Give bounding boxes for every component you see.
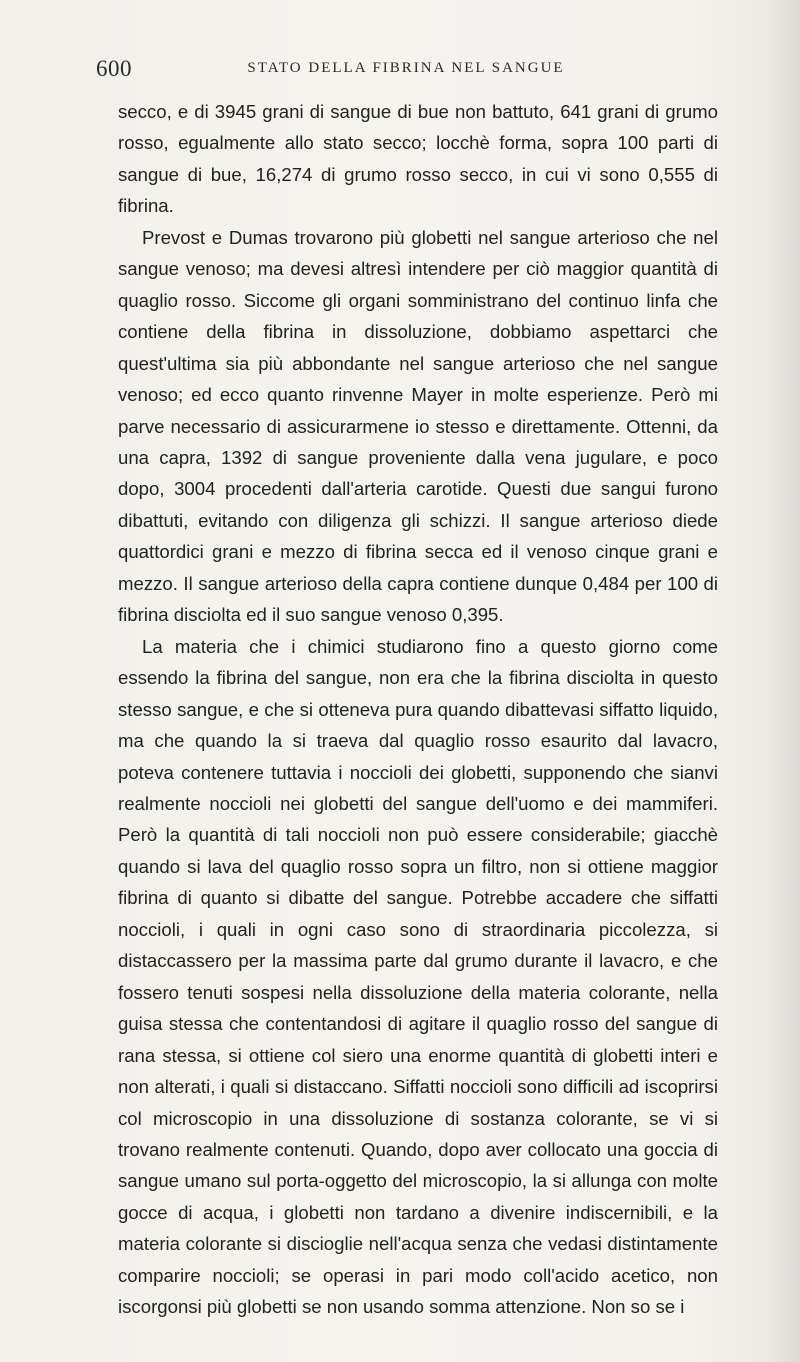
page-number: 600 bbox=[96, 56, 132, 81]
paragraph: Prevost e Dumas trovarono più globetti nel sangue arterioso che nel sangue venoso; ma devesi altresì intendere per ciò maggior quantità di quaglio rosso. Siccome gli organi somministrano del continuo linfa che contiene della fibrina in dissoluzione, dobbiamo aspettarci che quest'ultima sia più abbondante nel sangue arterioso che nel sangue venoso; ed ecco quanto rinvenne Mayer in molte esperienze. Però mi parve necessario di assicurarmene io stesso e direttamente. Ottenni, da una capra, 1392 di sangue proveniente dalla vena jugulare, e poco dopo, 3004 procedenti dall'arteria carotide. Questi due sangui furono dibattuti, evitando con diligenza gli schizzi. Il sangue arterioso diede quattordici grani e mezzo di fibrina secca ed il venoso cinque grani e mezzo. Il sangue arterioso della capra contiene dunque 0,484 per 100 di fibrina disciolta ed il suo sangue venoso 0,395. bbox=[118, 226, 718, 626]
page-edge-shadow bbox=[766, 0, 800, 1362]
paragraph: La materia che i chimici studiarono fino a questo giorno come essendo la fibrina del sangue, non era che la fibrina disciolta in questo stesso sangue, e che si otteneva pura quando dibattevasi siffatto liquido, ma che quando la si traeva dal quaglio rosso esaurito dal lavacro, poteva contenere tuttavia i noccioli dei globetti, supponendo che sianvi realmente noccioli nei globetti del sangue dell'uomo e dei mammiferi. Però la quantità di tali noccioli non può essere considerabile; giacchè quando si lava del quaglio rosso sopra un filtro, non si ottiene maggior fibrina di quanto si dibatte del sangue. Potrebbe accadere che siffatti noccioli, i quali in ogni caso sono di straordinaria piccolezza, si distaccassero per la massima parte dal grumo durante il lavacro, e che fossero tenuti sospesi nella dissoluzione della materia colorante, nella guisa stessa che contentandosi di agitare il quaglio rosso del sangue di rana stessa, si ottiene col siero una enorme quantità di globetti interi e non alterati, i quali si distaccano. Siffatti noccioli sono difficili ad iscoprirsi col microscopio in una dissoluzione di sostanza colorante, se vi si trovano realmente contenuti. Quando, dopo aver collocato una goccia di sangue umano sul porta-oggetto del microscopio, la si allunga con molte gocce di acqua, i globetti non tardano a divenire indiscernibili, e la materia colorante si discioglie nell'acqua senza che vedasi distintamente comparire noccioli; se operasi in pari modo coll'acido acetico, non iscorgonsi più globetti se non usando somma attenzione. Non so se i bbox=[118, 635, 718, 1318]
body-text bbox=[118, 96, 718, 1323]
page-header bbox=[96, 56, 716, 86]
paragraph-continuation: secco, e di 3945 grani di sangue di bue non battuto, 641 grani di grumo rosso, egualmente allo stato secco; locchè forma, sopra 100 parti di sangue di bue, 16,274 di grumo rosso secco, in cui vi sono 0,555 di fibrina. bbox=[118, 101, 718, 217]
running-head: STATO DELLA FIBRINA NEL SANGUE bbox=[247, 60, 565, 76]
